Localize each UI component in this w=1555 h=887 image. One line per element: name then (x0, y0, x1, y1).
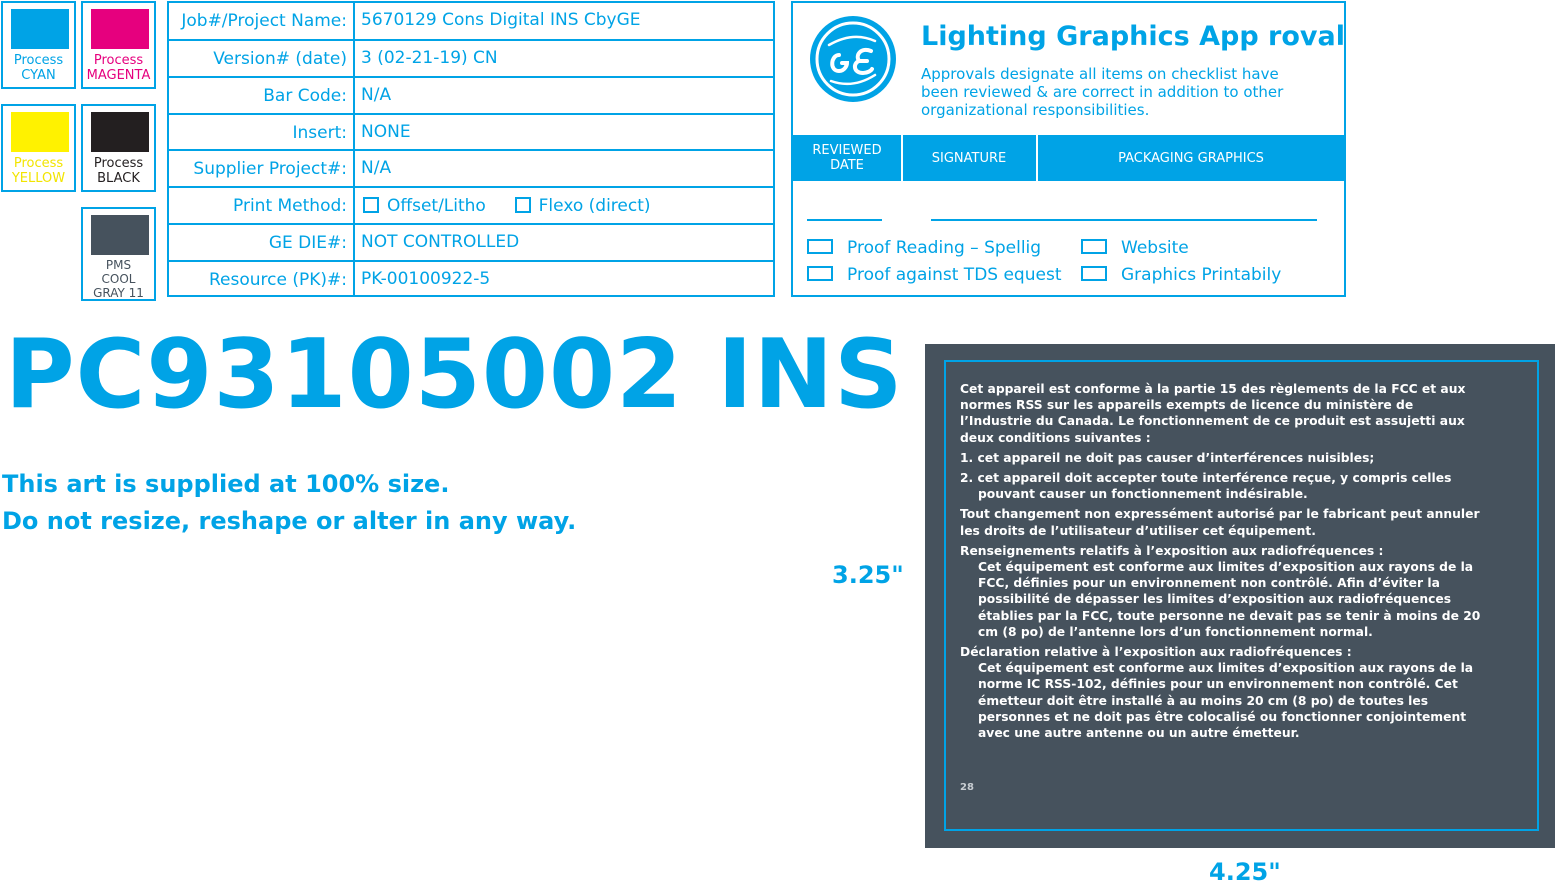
paragraph: Cet équipement est conforme aux limites d’exposition aux rayons de la norme IC RSS-102, définies pour un environnement non contrôlé. Cet émetteur doit être installé à au moins 20 cm (8 po) de toutes les personnes et ne doit pas être colocalisé ou fonctionner conjointement avec une autre antenne ou un autre émetteur. (978, 661, 1474, 741)
width-dimension: 4.25" (1209, 858, 1281, 886)
paragraph: Renseignements relatifs à l’exposition aux radiofréquences : (960, 543, 1384, 558)
row-resource (169, 260, 773, 297)
checklist-proof-tds: Proof against TDS equest (807, 265, 1061, 285)
version-label: Version# (date) (213, 49, 347, 69)
insert-panel (925, 344, 1555, 848)
row-version (169, 39, 773, 76)
swatch-black (81, 104, 156, 192)
swatch-yellow (1, 104, 76, 192)
row-supplier (169, 149, 773, 186)
date-line[interactable] (807, 219, 882, 221)
swatch-label: Process (13, 53, 64, 68)
swatch-label: YELLOW (11, 171, 66, 186)
print-label: Print Method: (233, 196, 347, 216)
swatch-yellow-chip (11, 112, 69, 152)
paragraph: 1. cet appareil ne doit pas causer d’interférences nuisibles; (960, 450, 1375, 465)
die-value: NOT CONTROLLED (361, 232, 520, 252)
paragraph: Tout changement non expressément autorisé par le fabricant peut annuler les droits de l’utilisateur d’utiliser cet équipement. (960, 507, 1480, 538)
barcode-value: N/A (361, 85, 392, 105)
approval-box (791, 1, 1346, 297)
swatch-label: COOL (101, 272, 136, 286)
approval-header (793, 135, 1344, 181)
swatch-cool-gray-chip (91, 215, 149, 255)
swatch-cool-gray (81, 207, 156, 301)
row-barcode (169, 76, 773, 113)
proof-reading-checkbox[interactable] (807, 239, 833, 254)
row-job (169, 3, 773, 40)
paragraph: 2. cet appareil doit accepter toute interférence reçue, y compris celles pouvant causer un fonctionnement indésirable. (960, 471, 1452, 502)
height-dimension: 3.25" (832, 561, 904, 589)
header-packaging-graphics: PACKAGING GRAPHICS (1118, 150, 1264, 166)
paragraph: Déclaration relative à l’exposition aux radiofréquences : (960, 645, 1352, 660)
die-label: GE DIE#: (268, 233, 347, 253)
page-number: 28 (960, 782, 974, 793)
proof-tds-checkbox[interactable] (807, 266, 833, 281)
swatch-label: Process (93, 156, 144, 171)
checklist-printability: Graphics Printabily (1081, 265, 1281, 285)
paragraph: Cet équipement est conforme aux limites d’exposition aux rayons de la FCC, définies pour un environnement non contrôlé. Afin d’éviter la possibilité de dépasser les limites d’exposition aux radiofréquences établies par la FCC, toute personne ne devait pas se tenir à moins de 20 cm (8 po) de l’antenne lors d’un fonctionnement normal. (978, 560, 1481, 639)
checklist-proof-reading: Proof Reading – Spellig (807, 238, 1041, 258)
swatch-cyan (1, 1, 76, 89)
regulatory-text (960, 381, 1485, 745)
approval-description: Approvals designate all items on checklist have been reviewed & are correct in addition to other organizational responsibilities. (921, 65, 1284, 119)
swatch-black-chip (91, 112, 149, 152)
supplier-label: Supplier Project#: (193, 159, 347, 179)
paragraph: Cet appareil est conforme à la partie 15 des règlements de la FCC et aux normes RSS sur les appareils exempts de licence du ministère de l’Industrie du Canada. Le fonctionnement de ce produit est assujetti aux deux conditions suivantes : (960, 382, 1466, 445)
insert-label: Insert: (292, 123, 347, 143)
swatch-magenta (81, 1, 156, 89)
resource-value: PK-00100922-5 (361, 269, 491, 289)
job-info-table (167, 1, 775, 297)
swatch-label: Process (93, 53, 144, 68)
size-note-line1: This art is supplied at 100% size. (2, 470, 450, 498)
offset-litho-label: Offset/Litho (387, 196, 486, 216)
signature-line[interactable] (931, 219, 1317, 221)
printability-checkbox[interactable] (1081, 266, 1107, 281)
swatch-label: Process (13, 156, 64, 171)
row-print-method (169, 186, 773, 223)
supplier-value: N/A (361, 158, 392, 178)
website-checkbox[interactable] (1081, 239, 1107, 254)
swatch-label: CYAN (21, 68, 56, 83)
ge-logo-icon (809, 15, 897, 103)
job-value: 5670129 Cons Digital INS CbyGE (361, 10, 641, 30)
version-value: 3 (02-21-19) CN (361, 48, 498, 68)
swatch-magenta-chip (91, 9, 149, 49)
swatch-label: GRAY 11 (93, 286, 144, 300)
resource-label: Resource (PK)#: (208, 270, 347, 290)
swatch-label: PMS (105, 258, 132, 272)
header-signature: SIGNATURE (931, 150, 1007, 166)
barcode-label: Bar Code: (263, 86, 347, 106)
offset-litho-checkbox[interactable] (363, 197, 379, 213)
row-ge-die (169, 223, 773, 260)
row-insert (169, 113, 773, 150)
flexo-checkbox[interactable] (515, 197, 531, 213)
swatch-label: BLACK (97, 171, 140, 186)
part-code: PC93105002 INS (5, 320, 904, 430)
flexo-label: Flexo (direct) (538, 196, 651, 216)
insert-value: NONE (361, 122, 411, 142)
job-label: Job#/Project Name: (181, 11, 347, 31)
checklist-website: Website (1081, 238, 1189, 258)
size-note-line2: Do not resize, reshape or alter in any way. (2, 507, 577, 535)
swatch-cyan-chip (11, 9, 69, 49)
header-reviewed-date: REVIEWED DATE (812, 143, 882, 173)
approval-title: Lighting Graphics App roval (921, 21, 1345, 52)
swatch-label: MAGENTA (86, 68, 151, 83)
